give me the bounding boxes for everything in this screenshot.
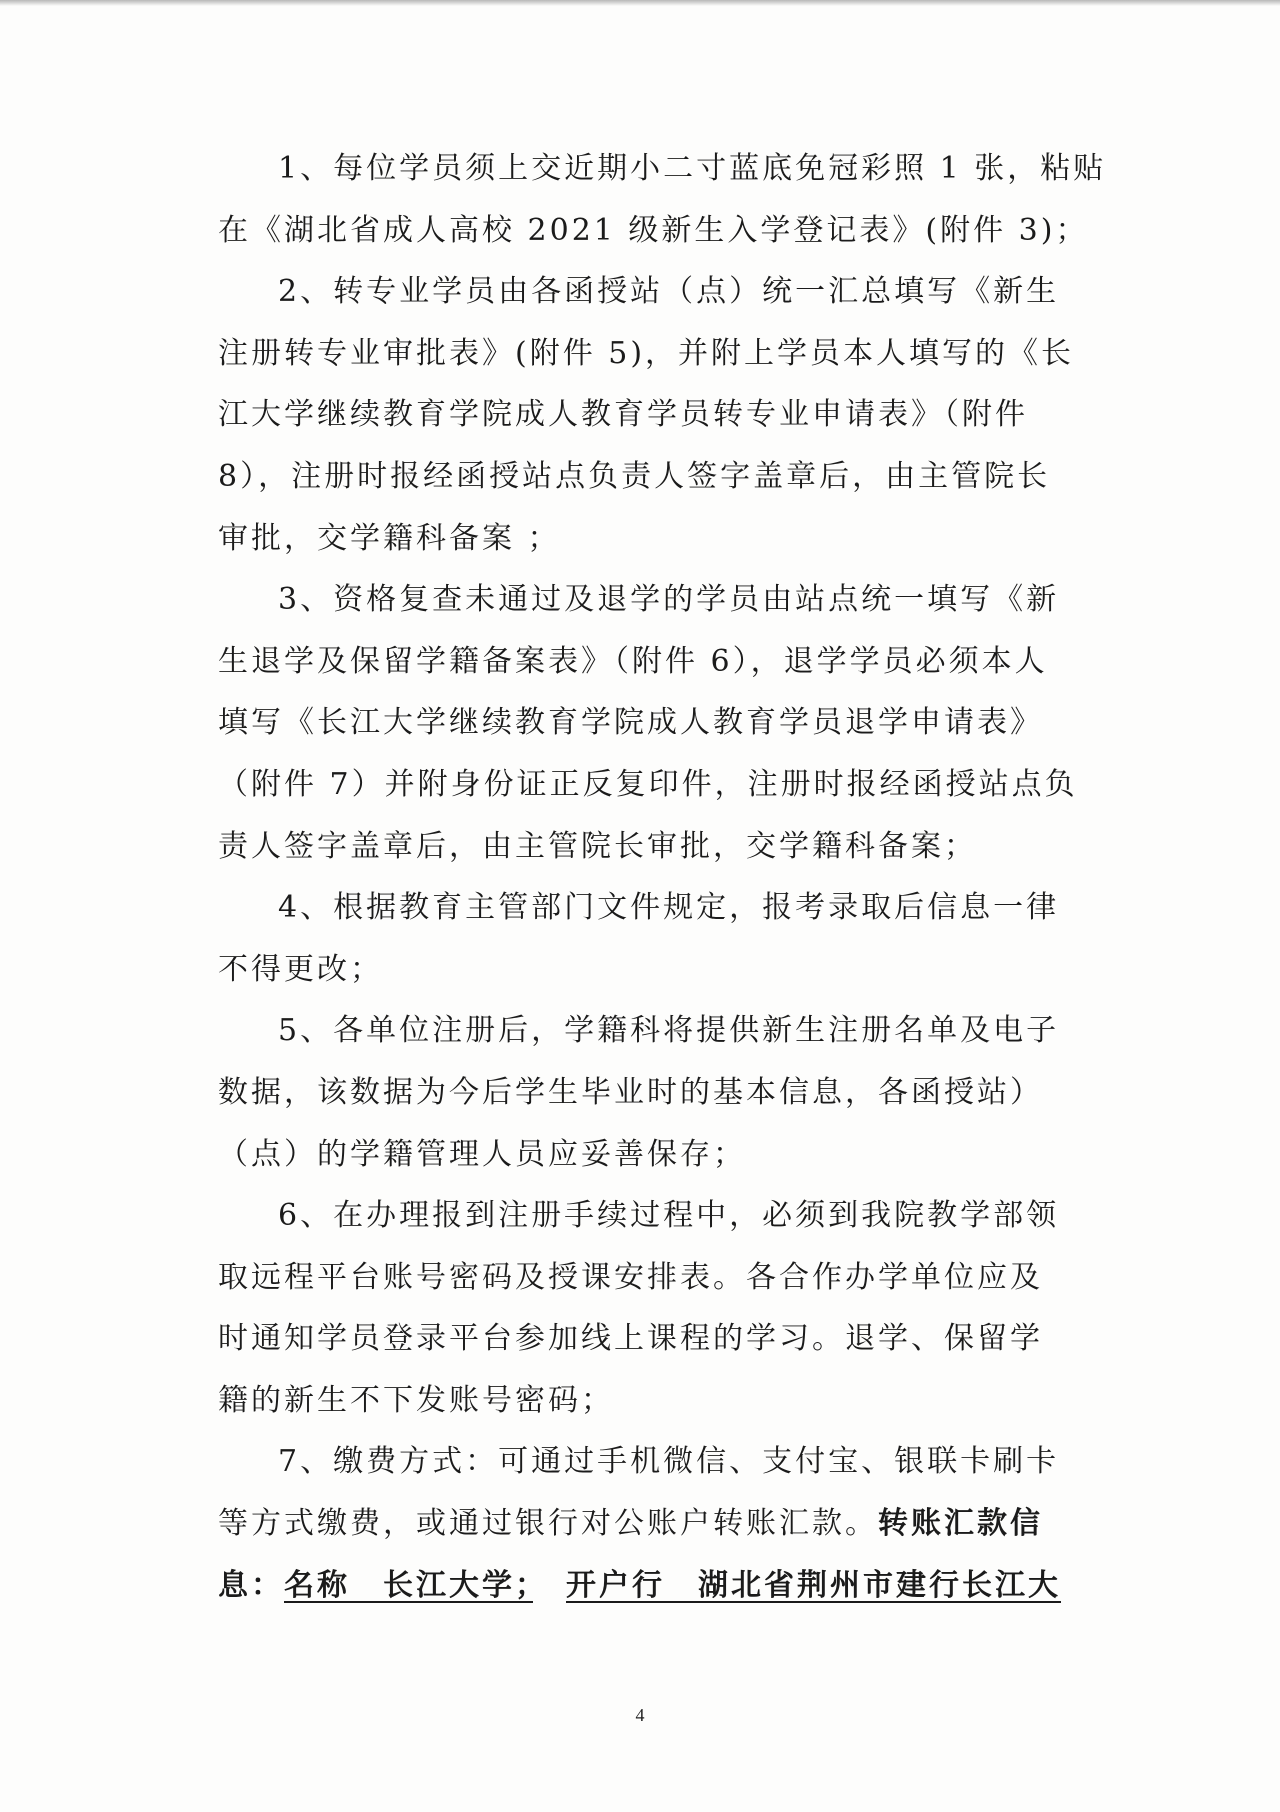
- payment-methods-text: 等方式缴费，或通过银行对公账户转账汇款。: [218, 1506, 878, 1542]
- text-line: [218, 1493, 1098, 1555]
- text-line: 3、资格复查未通过及退学的学员由站点统一填写《新: [278, 582, 1060, 618]
- text-line: 江大学继续教育学院成人教育学员转专业申请表》（附件: [218, 397, 1028, 433]
- text-line: 审批，交学籍科备案 ；: [218, 520, 561, 556]
- document-body: [218, 138, 1107, 1616]
- text-line: 不得更改；: [218, 951, 383, 987]
- paragraph-5: [218, 1000, 1098, 1185]
- text-line: 籍的新生不下发账号密码；: [218, 1382, 614, 1418]
- text-line: [218, 1555, 1098, 1617]
- text-line: 在《湖北省成人高校 2021 级新生入学登记表》(附件 3)；: [218, 212, 1089, 248]
- text-line: 4、根据教育主管部门文件规定，报考录取后信息一律: [278, 890, 1060, 926]
- transfer-info-label-end: 息：: [218, 1567, 284, 1603]
- text-line: 注册转专业审批表》(附件 5)，并附上学员本人填写的《长: [218, 335, 1075, 371]
- page-number: 4: [635, 1705, 645, 1725]
- text-line: （附件 7）并附身份证正反复印件，注册时报经函授站点负: [218, 766, 1078, 802]
- text-line: 1、每位学员须上交近期小二寸蓝底免冠彩照 1 张，粘贴: [278, 151, 1107, 186]
- text-line: 7、缴费方式：可通过手机微信、支付宝、银联卡刷卡: [278, 1444, 1060, 1480]
- text-line: 取远程平台账号密码及授课安排表。各合作办学单位应及: [218, 1259, 1043, 1295]
- text-line: 2、转专业学员由各函授站（点）统一汇总填写《新生: [278, 274, 1060, 310]
- text-line: 6、在办理报到注册手续过程中，必须到我院教学部领: [278, 1198, 1060, 1234]
- text-line: 责人签字盖章后，由主管院长审批，交学籍科备案；: [218, 828, 977, 864]
- paragraph-1: [218, 138, 1107, 261]
- transfer-info-label: 转账汇款信: [878, 1506, 1043, 1542]
- account-bank: 开户行 湖北省荆州市建行长江大: [566, 1567, 1061, 1603]
- paragraph-4: [218, 877, 1098, 1000]
- text-line: 8），注册时报经函授站点负责人签字盖章后，由主管院长: [218, 458, 1051, 494]
- scan-edge: [0, 0, 1280, 6]
- text-line: 生退学及保留学籍备案表》（附件 6），退学学员必须本人: [218, 643, 1048, 679]
- text-line: 5、各单位注册后，学籍科将提供新生注册名单及电子: [278, 1013, 1060, 1049]
- text-line: （点）的学籍管理人员应妥善保存；: [218, 1136, 746, 1172]
- paragraph-7-payment: [218, 1431, 1098, 1616]
- text-line: 时通知学员登录平台参加线上课程的学习。退学、保留学: [218, 1321, 1043, 1357]
- paragraph-2: [218, 261, 1098, 569]
- text-line: 数据，该数据为今后学生毕业时的基本信息，各函授站）: [218, 1074, 1043, 1110]
- paragraph-3: [218, 569, 1098, 877]
- paragraph-6: [218, 1185, 1098, 1431]
- text-line: 填写《长江大学继续教育学院成人教育学员退学申请表》: [218, 705, 1043, 741]
- account-name: 名称 长江大学；: [284, 1567, 533, 1603]
